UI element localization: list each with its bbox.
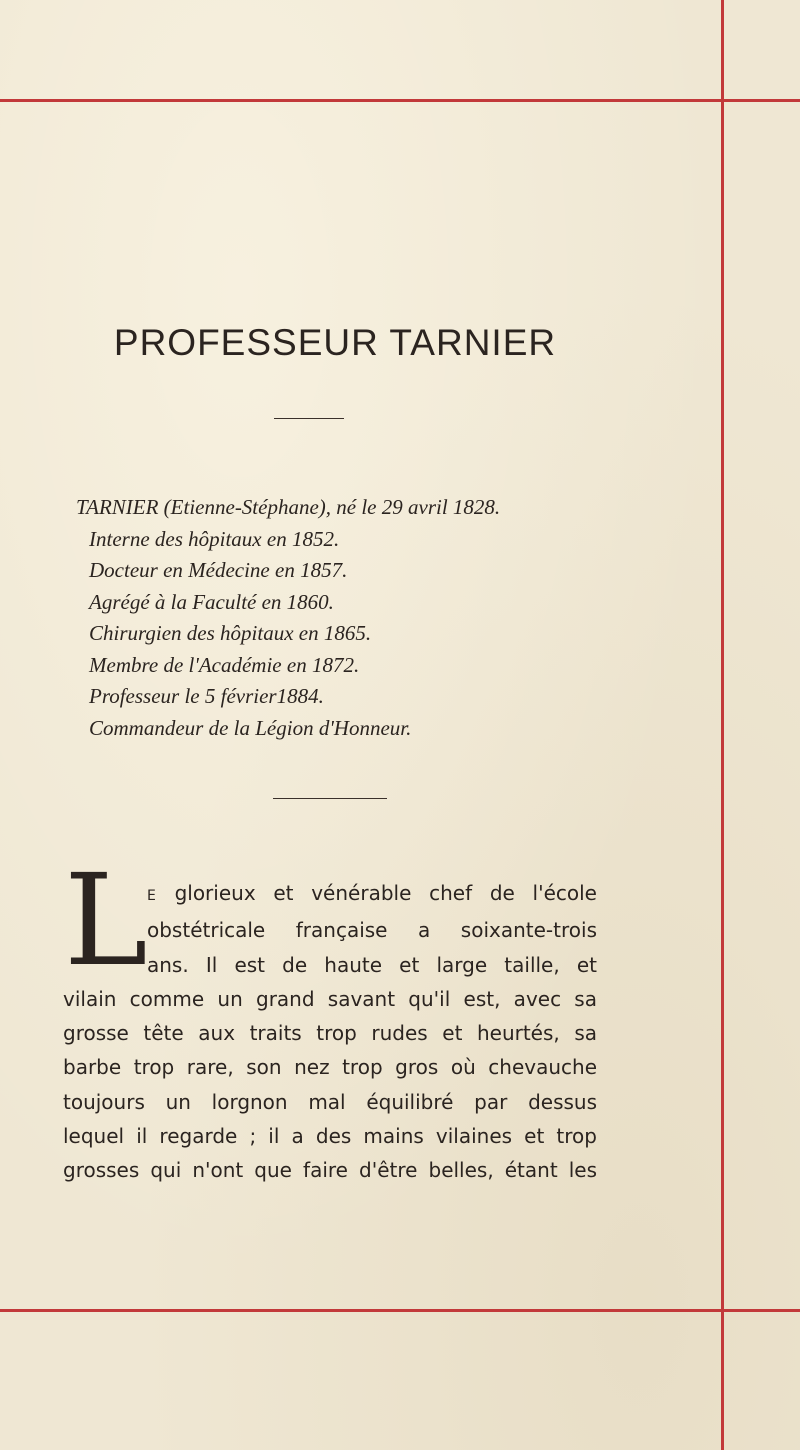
article-body (63, 876, 597, 1188)
first-word-smallcap: E (147, 888, 157, 904)
article-line: grosse tête aux traits trop rudes et heurtés, sa (63, 1021, 597, 1046)
bio-separator (273, 798, 387, 799)
article-line: ans. Il est de haute et large taille, et (147, 952, 597, 977)
bio-line-membre: Membre de l'Académie en 1872. (89, 652, 360, 677)
article-line: vilain comme un grand savant qu'il est, avec sa (63, 986, 597, 1011)
biography-block (76, 492, 500, 744)
article-line: grosses qui n'ont que faire d'être belles, étant les (63, 1158, 597, 1183)
bio-line-chirurgien: Chirurgien des hôpitaux en 1865. (89, 621, 372, 645)
right-red-rule (721, 0, 724, 1450)
title-separator (274, 418, 344, 419)
bio-line-docteur: Docteur en Médecine en 1857. (89, 558, 348, 582)
bottom-red-rule (0, 1309, 800, 1312)
drop-cap-letter: L (64, 847, 148, 994)
bio-line-commandeur: Commandeur de la Légion d'Honneur. (89, 715, 412, 740)
article-line: lequel il regarde ; il a des mains vilaines et trop (63, 1124, 597, 1149)
article-line: barbe trop rare, son nez trop gros où chevauche (63, 1055, 597, 1080)
bio-line-name: TARNIER (Etienne-Stéphane), né le 29 avril 1828. (76, 495, 501, 519)
bio-line-interne: Interne des hôpitaux en 1852. (89, 526, 340, 551)
article-line-text: glorieux et vénérable chef de l'école (156, 881, 597, 905)
article-line (63, 876, 597, 913)
bio-line-agrege: Agrégé à la Faculté en 1860. (89, 589, 334, 614)
bio-line-professeur: Professeur le 5 février1884. (89, 684, 324, 708)
page-title: PROFESSEUR TARNIER (113, 322, 557, 363)
article-line: toujours un lorgnon mal équilibré par dessus (63, 1089, 597, 1114)
article-line: obstétricale française a soixante-trois (147, 918, 597, 943)
top-red-rule (0, 99, 800, 102)
